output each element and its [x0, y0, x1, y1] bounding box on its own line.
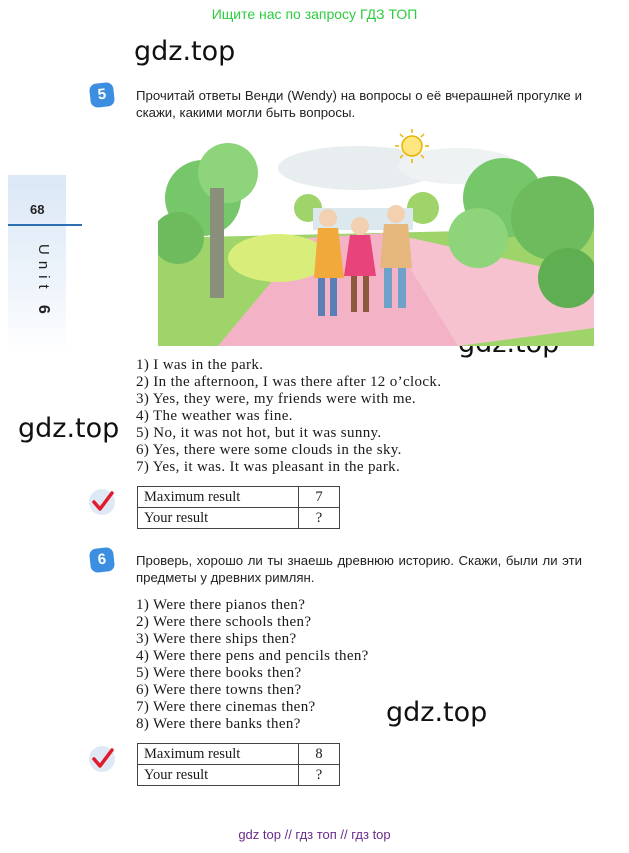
list-item: 4) Were there pens and pencils then?: [136, 648, 369, 664]
max-result-value: 7: [299, 487, 340, 508]
max-result-value: 8: [299, 744, 340, 765]
max-result-label: Maximum result: [138, 744, 299, 765]
watermark-text: gdz.top: [18, 413, 120, 444]
exercise-5-badge: 5: [89, 82, 115, 108]
side-divider: [8, 224, 82, 226]
exercise-6-result-table: [137, 743, 340, 786]
exercise-6-badge: 6: [89, 547, 115, 573]
table-row: [138, 487, 340, 508]
unit-label: [34, 244, 52, 320]
list-item: 1) Were there pianos then?: [136, 597, 306, 613]
top-banner: Ищите нас по запросу ГДЗ ТОП: [211, 6, 418, 22]
exercise-6-instruction: Проверь, хорошо ли ты знаешь древнюю историю. Скажи, были ли эти предметы у древних римлян.: [136, 553, 582, 585]
max-result-label: Maximum result: [138, 487, 299, 508]
list-item: 1) I was in the park.: [136, 357, 264, 373]
footer-links: gdz top // гдз топ // гдз top: [238, 827, 391, 842]
list-item: 6) Yes, there were some clouds in the sky.: [136, 442, 402, 458]
list-item: 3) Yes, they were, my friends were with me.: [136, 391, 416, 407]
park-illustration: [158, 128, 594, 346]
exercise-5-answers: [136, 357, 441, 476]
list-item: 5) No, it was not hot, but it was sunny.: [136, 425, 382, 441]
page-number: 68: [30, 202, 45, 217]
watermark-text: gdz.top: [386, 697, 488, 728]
exercise-6-questions: [136, 597, 369, 733]
list-item: 3) Were there ships then?: [136, 631, 297, 647]
list-item: 5) Were there books then?: [136, 665, 302, 681]
list-item: 2) Were there schools then?: [136, 614, 312, 630]
unit-number: 6: [35, 304, 52, 320]
checkmark-icon: [88, 745, 116, 773]
table-row: [138, 744, 340, 765]
table-row: [138, 508, 340, 529]
list-item: 8) Were there banks then?: [136, 716, 301, 732]
table-row: [138, 765, 340, 786]
your-result-label: Your result: [138, 508, 299, 529]
your-result-value: ?: [299, 765, 340, 786]
unit-word: Unit: [35, 244, 52, 295]
list-item: 7) Yes, it was. It was pleasant in the park.: [136, 459, 401, 475]
your-result-label: Your result: [138, 765, 299, 786]
list-item: 7) Were there cinemas then?: [136, 699, 316, 715]
list-item: 4) The weather was fine.: [136, 408, 293, 424]
checkmark-icon: [88, 488, 116, 516]
exercise-5-instruction: Прочитай ответы Венди (Wendy) на вопросы о её вчерашней прогулке и скажи, какими могли быть вопросы.: [136, 88, 582, 120]
exercise-5-result-table: [137, 486, 340, 529]
watermark-text: gdz.top: [134, 36, 236, 67]
your-result-value: ?: [299, 508, 340, 529]
list-item: 2) In the afternoon, I was there after 12 o’clock.: [136, 374, 442, 390]
list-item: 6) Were there towns then?: [136, 682, 302, 698]
